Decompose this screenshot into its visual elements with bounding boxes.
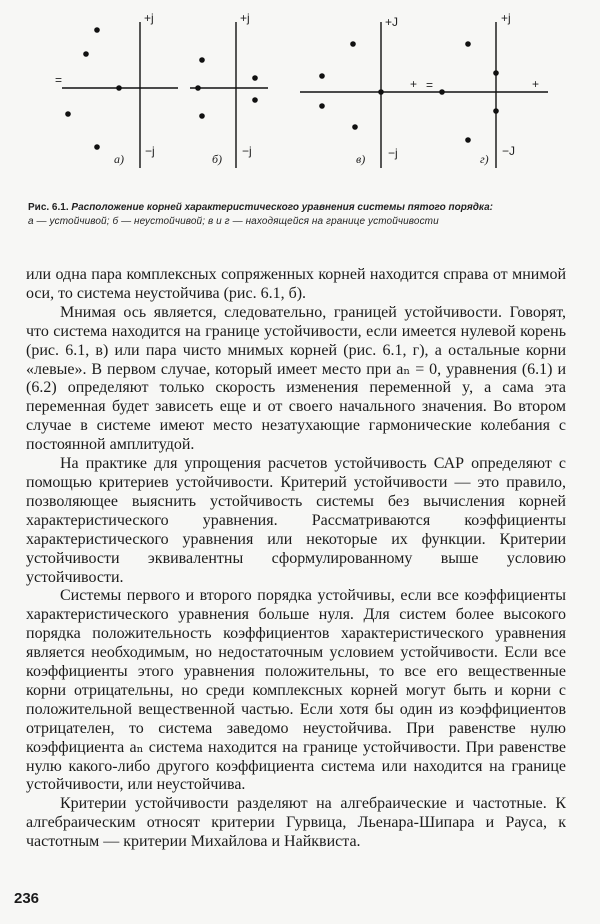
panel-b-root xyxy=(199,57,205,63)
paragraph: Мнимая ось является, следовательно, границей устойчивости. Говорят, что система находится на границе устойчивости, если имеется нулевой корень (рис. 6.1, в) или пара чисто мнимых корней (рис. 6.1, г), а остальные корни «левые». В первом случае, который имеет место при aₙ = 0, уравнения (6.1) и (6.2) определяют только скорость изменения переменной y, а сама эта переменная будет зависеть еще и от своего начального значения. Во втором случае в системе имеют место незатухающие гармонические колебания с постоянной амплитудой. xyxy=(26,303,566,454)
panel-c-root xyxy=(319,103,325,109)
panel-a-pos-j: +j xyxy=(144,11,154,25)
paragraph: Критерии устойчивости разделяют на алгебраические и частотные. К алгебраическим относят критерии Гурвица, Льенара-Шипара и Рауса, к частотным — критерии Михайлова и Найквиста. xyxy=(26,795,566,851)
panel-a-root xyxy=(94,27,100,33)
panel-c-pos-j: +J xyxy=(385,15,399,29)
panel-c-neg-j: −j xyxy=(388,146,398,160)
caption-label: Рис. 6.1. xyxy=(28,202,69,213)
panel-b xyxy=(190,11,268,168)
panel-c-right-mark: + xyxy=(410,77,418,91)
panel-a-root xyxy=(116,85,122,91)
panel-d-right-mark: + xyxy=(532,77,540,91)
panel-d-root xyxy=(439,89,445,95)
panel-a-root xyxy=(94,144,100,150)
panel-a-label: а) xyxy=(114,152,124,166)
panel-c-root xyxy=(319,73,325,79)
caption-subtitle: а — устойчивой; б — неустойчивой; в и г — находящейся на границе устойчивости xyxy=(28,216,439,227)
panel-a-neg-j: −j xyxy=(145,144,155,158)
panel-d-label: г) xyxy=(480,152,489,166)
panel-a-left-mark: = xyxy=(55,73,63,87)
panel-c-root xyxy=(378,89,384,95)
panel-b-neg-j: −j xyxy=(242,144,252,158)
panel-a-root xyxy=(65,111,71,117)
page-number: 236 xyxy=(14,890,40,907)
panel-d-left-mark: = xyxy=(426,78,434,92)
panel-a-root xyxy=(83,51,89,57)
panel-c xyxy=(300,15,425,168)
root-locations-figure xyxy=(0,0,600,200)
panel-d-root xyxy=(493,70,499,76)
panel-d-root xyxy=(465,137,471,143)
panel-b-root xyxy=(252,75,258,81)
panel-c-root xyxy=(350,41,356,47)
panel-d xyxy=(425,11,548,168)
panel-d-neg-j: −J xyxy=(502,144,516,158)
panel-b-root xyxy=(252,97,258,103)
caption-title: Расположение корней характеристического уравнения системы пятого порядка: xyxy=(71,202,493,213)
panel-b-pos-j: +j xyxy=(240,11,250,25)
panel-c-label: в) xyxy=(356,152,366,166)
body-text xyxy=(26,266,566,852)
paragraph: Системы первого и второго порядка устойчивы, если все коэффициенты характеристического уравнения больше нуля. Для систем более высокого порядка положительность коэффициентов характеристического уравнения является необходимым, но недостаточным условием устойчивости. Если все коэффициенты этого уравнения положительны, то все его вещественные корни отрицательны, но среди комплексных корней могут быть и корни с положительной вещественной частью. Если хотя бы один из коэффициентов отрицателен, то система заведомо неустойчива. При равенстве нулю коэффициента aₙ система находится на границе устойчивости. При равенстве нулю какого-либо другого коэффициента система или находится на границе устойчивости, или неустойчива. xyxy=(26,587,566,794)
paragraph: или одна пара комплексных сопряженных корней находится справа от мнимой оси, то система неустойчива (рис. 6.1, б). xyxy=(26,266,566,302)
panel-b-root xyxy=(199,113,205,119)
panel-d-pos-j: +j xyxy=(501,11,511,25)
figure-caption xyxy=(28,201,578,229)
panel-c-root xyxy=(352,124,358,130)
panel-b-root xyxy=(195,85,201,91)
panel-d-root xyxy=(465,41,471,47)
panel-d-root xyxy=(493,108,499,114)
paragraph: На практике для упрощения расчетов устойчивость САР определяют с помощью критериев устойчивости. Критерий устойчивости — это правило, позволяющее выяснить устойчивость системы без вычисления корней характеристического уравнения. Рассматриваются коэффициенты характеристического уравнения или некоторые их функции. Критерии устойчивости эквивалентны сформулированному выше условию устойчивости. xyxy=(26,455,566,586)
panel-a xyxy=(55,11,178,168)
panel-b-label: б) xyxy=(212,152,223,166)
